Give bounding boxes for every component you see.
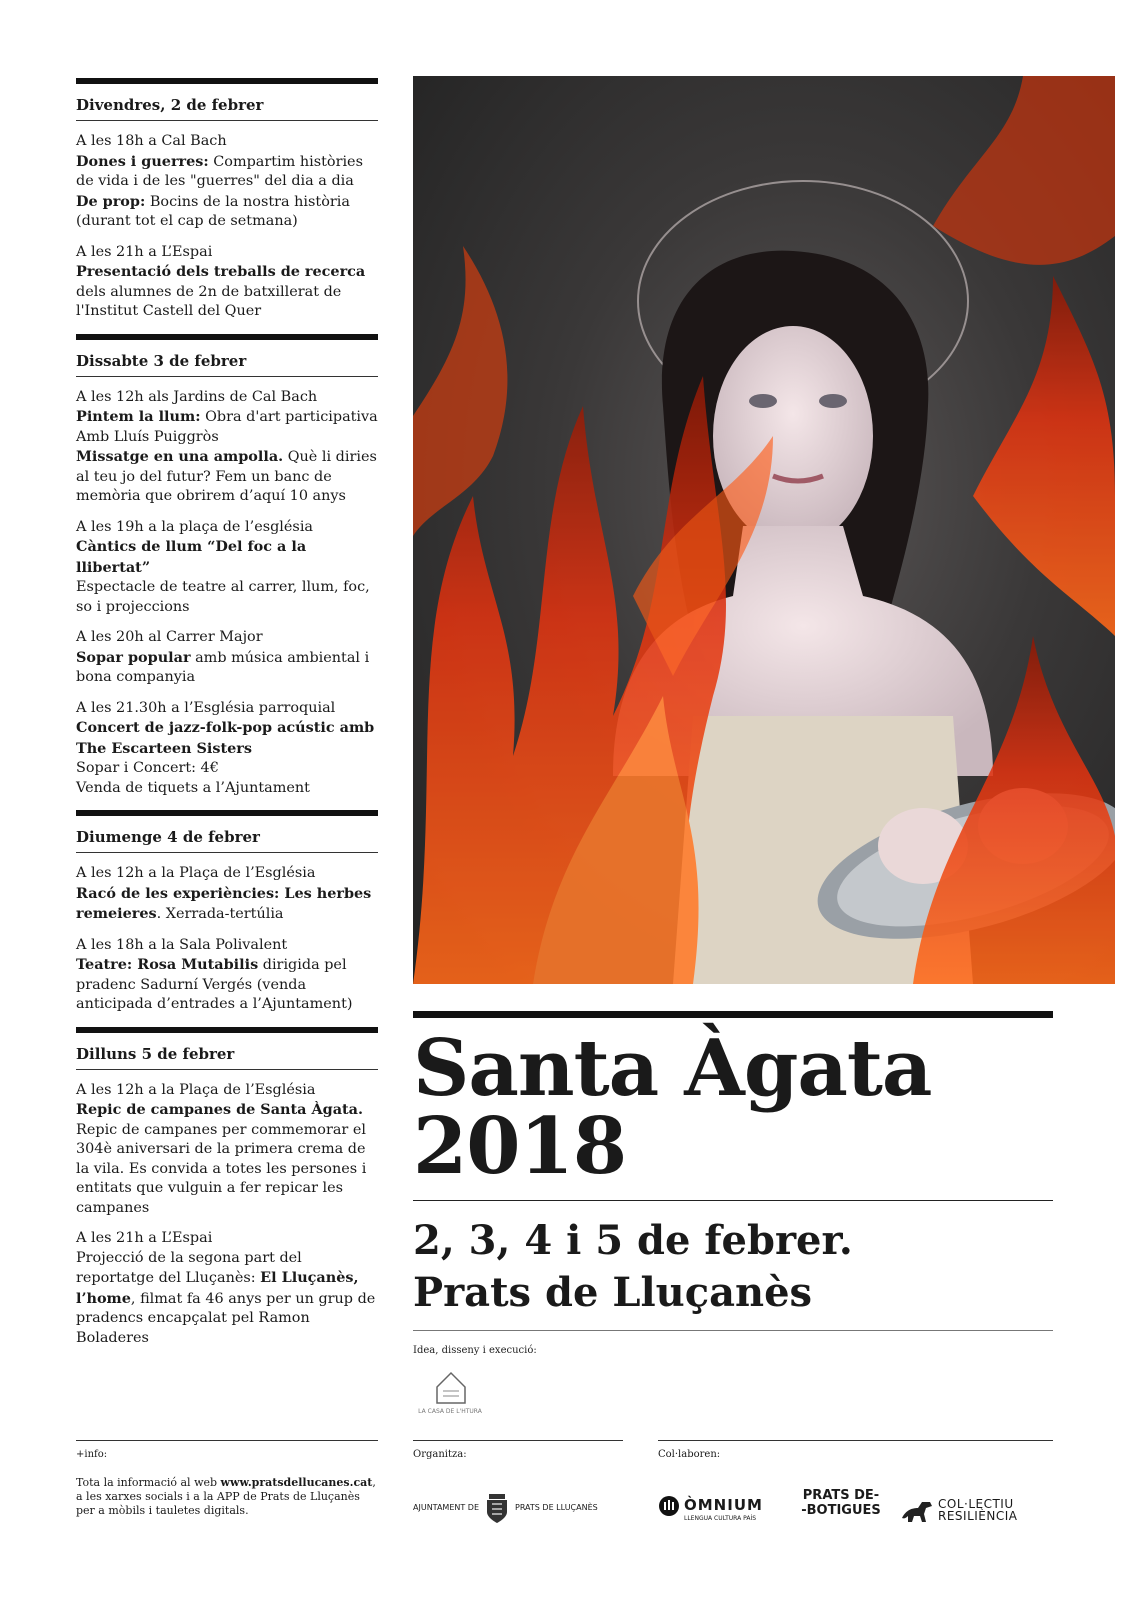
program-day bbox=[76, 1027, 378, 1349]
title-rule bbox=[413, 1011, 1053, 1018]
dates-line-1: 2, 3, 4 i 5 de febrer. bbox=[413, 1217, 853, 1264]
event-text: Sopar i Concert: 4€ bbox=[76, 760, 219, 776]
event-line bbox=[76, 578, 378, 617]
event-text: dirigida pel pradenc Sadurní Vergés (venda anticipada d’entrades a l’Ajuntament) bbox=[76, 957, 353, 1012]
event-line bbox=[76, 132, 378, 152]
program-event bbox=[76, 699, 378, 799]
event-text: Obra d'art participativa Amb Lluís Puiggròs bbox=[76, 409, 378, 445]
info-text-pre: Tota la informació al web bbox=[76, 1476, 221, 1489]
program-event bbox=[76, 936, 378, 1015]
event-text: , filmat fa 46 anys per un grup de pradencs encapçalat pel Ramon Boladeres bbox=[76, 1290, 376, 1346]
event-line bbox=[76, 518, 378, 538]
footer-rule-info bbox=[76, 1440, 378, 1441]
omnium-icon bbox=[658, 1495, 680, 1517]
event-highlight: Racó de les experiències: Les herbes remeieres bbox=[76, 884, 372, 922]
ajuntament-logo bbox=[413, 1494, 613, 1524]
event-line bbox=[76, 936, 378, 956]
organitza-label: Organitza: bbox=[413, 1449, 467, 1460]
event-line bbox=[76, 152, 378, 192]
omnium-name: ÒMNIUM bbox=[684, 1496, 763, 1514]
botigues-line-1: PRATS DE- bbox=[802, 1488, 880, 1503]
event-line bbox=[76, 1100, 378, 1121]
event-text: A les 12h als Jardins de Cal Bach bbox=[76, 388, 318, 405]
program-day bbox=[76, 810, 378, 1015]
program-event bbox=[76, 628, 378, 688]
title-divider bbox=[413, 1200, 1053, 1201]
event-highlight: Concert de jazz-folk-pop acústic amb The Escarteen Sisters bbox=[76, 719, 375, 757]
program-event bbox=[76, 243, 378, 322]
program-event bbox=[76, 1081, 378, 1219]
event-highlight: Presentació dels treballs de recerca bbox=[76, 263, 366, 280]
info-web-link[interactable]: www.pratsdellucanes.cat bbox=[220, 1476, 373, 1489]
info-label: +info: bbox=[76, 1449, 108, 1460]
event-text: A les 21h a L’Espai bbox=[76, 243, 213, 260]
casa-htura-logo bbox=[413, 1367, 488, 1417]
event-text: Bocins de la nostra història (durant tot el cap de setmana) bbox=[76, 193, 350, 229]
event-text: A les 20h al Carrer Major bbox=[76, 629, 263, 645]
day-heading: Diumenge 4 de febrer bbox=[76, 810, 378, 853]
event-text: A les 21h a L’Espai bbox=[76, 1230, 213, 1246]
event-line bbox=[76, 1229, 378, 1249]
event-text: A les 21.30h a l’Església parroquial bbox=[76, 699, 336, 716]
event-text: dels alumnes de 2n de batxillerat de l'Institut Castell del Quer bbox=[76, 283, 342, 319]
botigues-line-2: -BOTIGUES bbox=[801, 1503, 881, 1518]
event-dates bbox=[413, 1215, 853, 1319]
event-text: Projecció de la segona part del reportatge del Lluçanès: bbox=[76, 1249, 302, 1286]
event-text: Repic de campanes per commemorar el 304è aniversari de la primera crema de la vila. Es convida a totes les persones i entitats que vulguin a fer repicar les campanes bbox=[76, 1121, 367, 1216]
event-highlight: Sopar popular bbox=[76, 648, 191, 666]
event-text: A les 12h a la Plaça de l’Església bbox=[76, 1081, 316, 1098]
event-text: A les 18h a la Sala Polivalent bbox=[76, 936, 288, 953]
event-text: Espectacle de teatre al carrer, llum, foc, so i projeccions bbox=[76, 579, 370, 615]
event-line bbox=[76, 192, 378, 232]
info-text-post: , a les xarxes socials i a la APP de Prats de Lluçanès per a mòbils i tauletes digitals. bbox=[76, 1476, 376, 1517]
coat-of-arms-icon bbox=[485, 1494, 509, 1524]
credits-divider bbox=[413, 1330, 1053, 1331]
event-highlight: Missatge en una ampolla. bbox=[76, 448, 284, 465]
program-event bbox=[76, 864, 378, 925]
program-day bbox=[76, 78, 378, 322]
event-highlight: Càntics de llum “Del foc a la llibertat” bbox=[76, 538, 307, 576]
event-line bbox=[76, 447, 378, 507]
event-line bbox=[76, 648, 378, 688]
title-line-1: Santa Àgata bbox=[413, 1023, 932, 1114]
event-line bbox=[76, 537, 378, 578]
footer-rule-collaboren bbox=[658, 1440, 1053, 1441]
event-text: A les 18h a Cal Bach bbox=[76, 133, 227, 149]
event-highlight: Dones i guerres: bbox=[76, 152, 209, 170]
event-line bbox=[76, 699, 378, 719]
house-icon bbox=[413, 1367, 488, 1417]
ajuntament-right-text: PRATS DE LLUÇANÈS bbox=[515, 1503, 598, 1512]
casa-logo-text: LA CASA DE L'HTURA bbox=[418, 1408, 482, 1415]
event-text: amb música ambiental i bona companyia bbox=[76, 649, 370, 685]
program-event bbox=[76, 518, 378, 618]
title-line-2: 2018 bbox=[413, 1101, 627, 1192]
event-highlight: El Lluçanès, l’home bbox=[76, 1269, 359, 1307]
event-line bbox=[76, 1081, 378, 1101]
program-column bbox=[76, 78, 378, 1360]
program-event bbox=[76, 1229, 378, 1348]
info-text bbox=[76, 1476, 378, 1518]
ajuntament-left-text: AJUNTAMENT DE bbox=[413, 1503, 479, 1512]
footer-rule-organitza bbox=[413, 1440, 623, 1441]
event-line bbox=[76, 628, 378, 648]
event-line bbox=[76, 1249, 378, 1349]
day-heading: Dissabte 3 de febrer bbox=[76, 334, 378, 377]
event-line bbox=[76, 243, 378, 263]
event-text: A les 19h a la plaça de l’església bbox=[76, 518, 313, 535]
dinosaur-icon bbox=[900, 1496, 934, 1524]
flaming-woman-illustration bbox=[413, 76, 1115, 984]
event-line bbox=[76, 884, 378, 925]
event-text: A les 12h a la Plaça de l’Església bbox=[76, 865, 316, 881]
event-line bbox=[76, 388, 378, 408]
event-line bbox=[76, 779, 378, 799]
event-text: Compartim històries de vida i de les "guerres" del dia a dia bbox=[76, 153, 363, 189]
event-text: . Xerrada-tertúlia bbox=[156, 906, 284, 922]
program-event bbox=[76, 132, 378, 232]
event-highlight: Repic de campanes de Santa Àgata. bbox=[76, 1101, 363, 1118]
event-line bbox=[76, 864, 378, 884]
prats-botigues-logo bbox=[796, 1488, 886, 1528]
event-line bbox=[76, 407, 378, 447]
event-line bbox=[76, 1121, 378, 1219]
omnium-sub: LLENGUA CULTURA PAÍS bbox=[684, 1515, 757, 1522]
event-line bbox=[76, 955, 378, 1015]
event-highlight: Teatre: Rosa Mutabilis bbox=[76, 956, 259, 973]
location-line: Prats de Lluçanès bbox=[413, 1269, 813, 1316]
day-heading: Divendres, 2 de febrer bbox=[76, 78, 378, 121]
event-highlight: Pintem la llum: bbox=[76, 408, 201, 425]
collectiu-line-2: RESILIÈNCIA bbox=[938, 1509, 1018, 1523]
event-title bbox=[413, 1023, 932, 1192]
collectiu-line-1: COL·LECTIU bbox=[938, 1497, 1014, 1511]
program-event bbox=[76, 388, 378, 507]
event-text: Què li diries al teu jo del futur? Fem un banc de memòria que obrirem d’aquí 10 anys bbox=[76, 449, 377, 504]
omnium-logo bbox=[658, 1495, 778, 1525]
hero-photo bbox=[413, 76, 1115, 984]
collaboren-label: Col·laboren: bbox=[658, 1449, 721, 1460]
event-line bbox=[76, 262, 378, 322]
collectiu-resiliencia-logo bbox=[900, 1496, 1040, 1526]
idea-label: Idea, disseny i execució: bbox=[413, 1345, 537, 1356]
event-line bbox=[76, 718, 378, 759]
program-day bbox=[76, 334, 378, 799]
event-line bbox=[76, 759, 378, 779]
day-heading: Dilluns 5 de febrer bbox=[76, 1027, 378, 1070]
event-highlight: De prop: bbox=[76, 192, 146, 210]
event-text: Venda de tiquets a l’Ajuntament bbox=[76, 779, 310, 796]
